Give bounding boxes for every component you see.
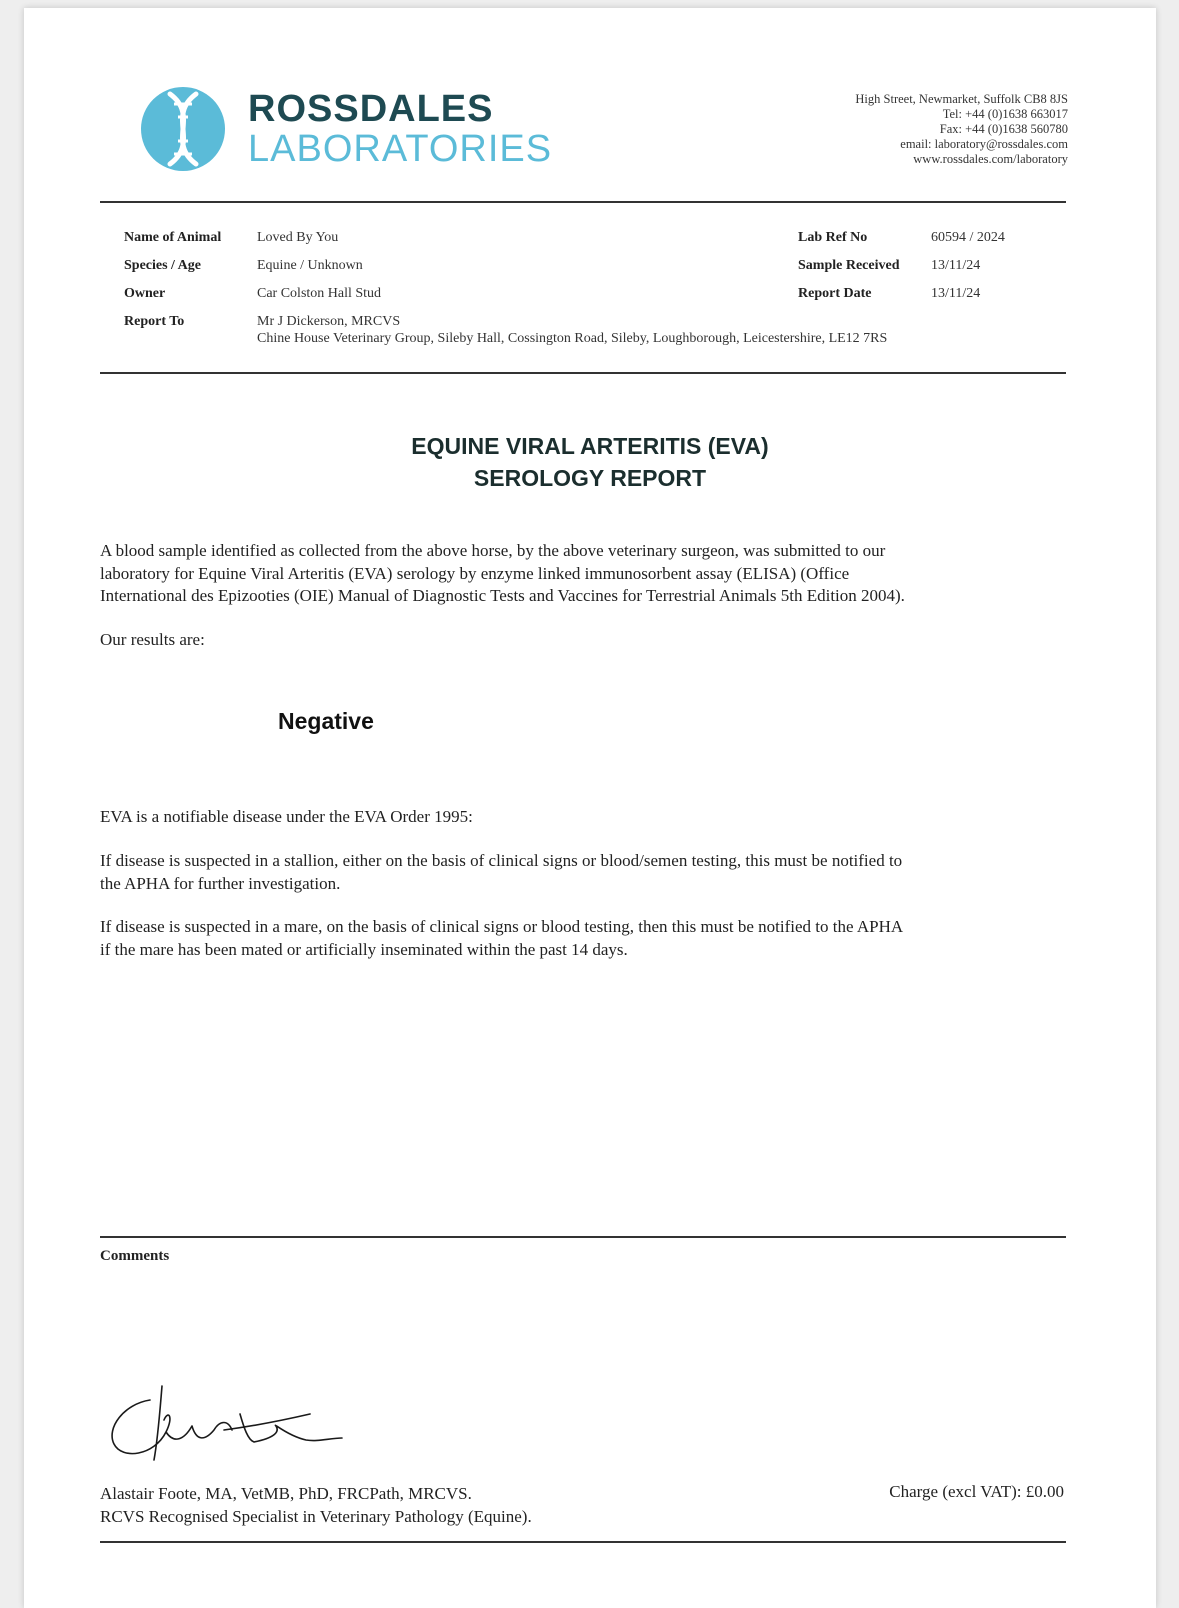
mare-line: If disease is suspected in a mare, on the basis of clinical signs or blood testing, then this must be notified to the APHA — [100, 917, 904, 936]
contact-website: www.rossdales.com/laboratory — [913, 152, 1068, 166]
name-of-animal-label: Name of Animal — [124, 230, 222, 245]
comments-divider — [100, 1236, 1066, 1238]
charge-value: Charge (excl VAT): £0.00 — [889, 1482, 1064, 1501]
dna-logo-icon — [140, 86, 226, 172]
signature-icon — [104, 1380, 354, 1470]
name-of-animal-value: Loved By You — [257, 230, 339, 245]
footer-divider — [100, 1541, 1066, 1543]
stallion-line: the APHA for further investigation. — [100, 873, 341, 893]
lab-ref-label: Lab Ref No — [798, 230, 868, 245]
comments-label: Comments — [100, 1248, 170, 1264]
test-result: Negative — [278, 708, 374, 734]
brand-name-line1: ROSSDALES — [248, 88, 494, 130]
intro-line: laboratory for Equine Viral Arteritis (EVA) serology by enzyme linked immunosorbent assay (ELISA) (Office — [100, 563, 850, 583]
info-divider — [100, 372, 1066, 374]
report-to-name: Mr J Dickerson, MRCVS — [257, 314, 401, 329]
species-age-value: Equine / Unknown — [257, 258, 363, 273]
report-to-address: Chine House Veterinary Group, Sileby Hall, Cossington Road, Sileby, Loughborough, Leicestershire, LE12 7RS — [257, 331, 888, 346]
report-to-label: Report To — [124, 314, 185, 329]
intro-line: A blood sample identified as collected from the above horse, by the above veterinary surgeon, was submitted to our — [100, 541, 886, 560]
signer-title: RCVS Recognised Specialist in Veterinary Pathology (Equine). — [100, 1507, 532, 1526]
notifiable-statement: EVA is a notifiable disease under the EVA Order 1995: — [100, 807, 473, 826]
contact-block — [855, 92, 1068, 167]
lab-ref-value: 60594 / 2024 — [931, 230, 1005, 245]
owner-label: Owner — [124, 286, 166, 301]
contact-tel: Tel: +44 (0)1638 663017 — [942, 107, 1068, 121]
intro-line: International des Epizooties (OIE) Manual of Diagnostic Tests and Vaccines for Terrestrial Animals 5th Edition 2004). — [100, 586, 905, 605]
report-date-value: 13/11/24 — [931, 286, 981, 301]
header-divider — [100, 201, 1066, 203]
mare-line: if the mare has been mated or artificially inseminated within the past 14 days. — [100, 939, 628, 959]
intro-paragraph — [100, 540, 1046, 608]
report-title-line2: SEROLOGY REPORT — [473, 465, 707, 491]
sample-received-label: Sample Received — [798, 258, 900, 273]
brand-name-line2: LABORATORIES — [248, 128, 553, 170]
sample-received-value: 13/11/24 — [931, 258, 981, 273]
stallion-paragraph — [100, 850, 1046, 895]
contact-email: email: laboratory@rossdales.com — [900, 137, 1068, 151]
report-page — [24, 8, 1156, 1608]
owner-value: Car Colston Hall Stud — [257, 286, 382, 301]
report-date-label: Report Date — [798, 286, 872, 301]
stallion-line: If disease is suspected in a stallion, either on the basis of clinical signs or blood/semen testing, this must be notified to — [100, 851, 903, 870]
species-age-label: Species / Age — [124, 258, 201, 273]
contact-address: High Street, Newmarket, Suffolk CB8 8JS — [855, 92, 1068, 106]
signer-name: Alastair Foote, MA, VetMB, PhD, FRCPath, MRCVS. — [100, 1484, 472, 1503]
contact-fax: Fax: +44 (0)1638 560780 — [939, 122, 1068, 136]
results-intro: Our results are: — [100, 630, 205, 649]
signer-block — [100, 1482, 532, 1528]
mare-paragraph — [100, 916, 1046, 961]
report-title-line1: EQUINE VIRAL ARTERITIS (EVA) — [411, 433, 769, 459]
